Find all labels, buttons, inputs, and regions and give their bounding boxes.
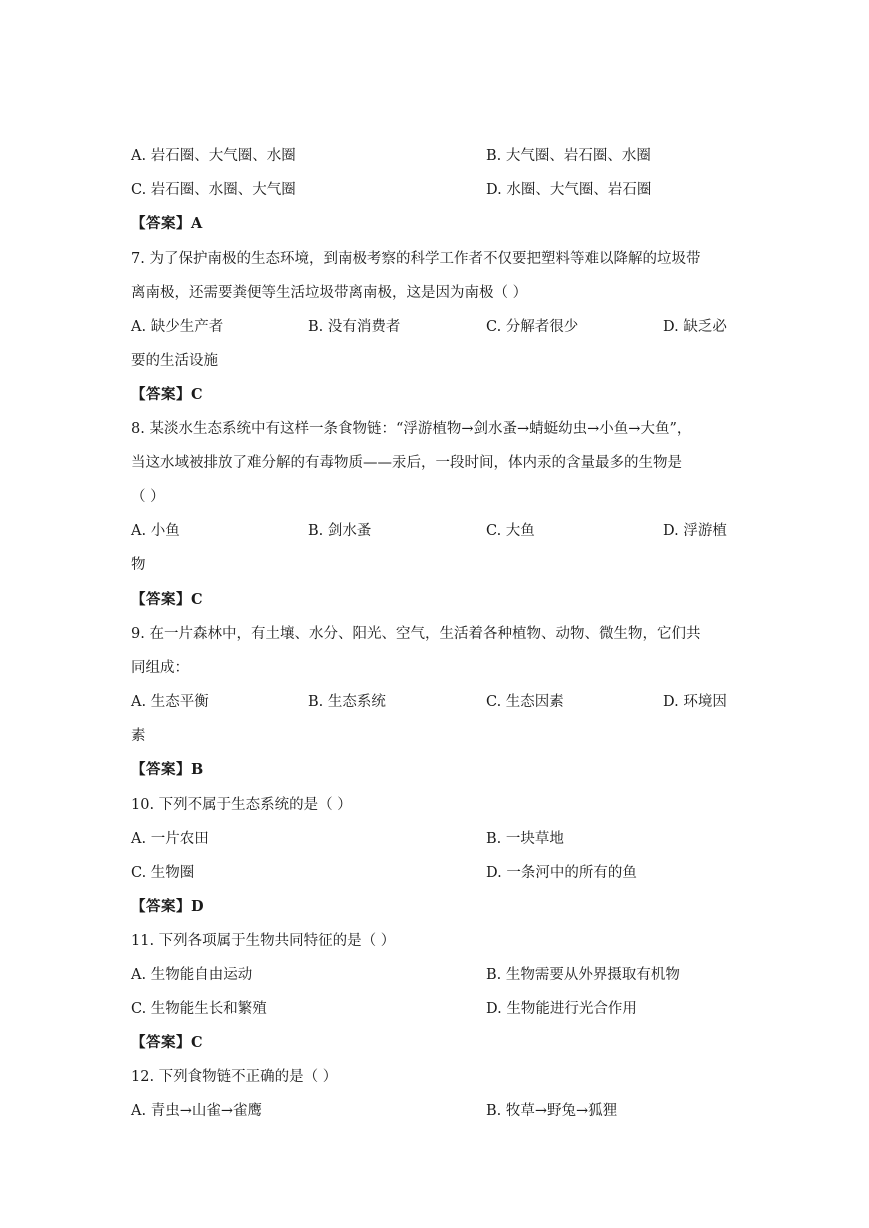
q10-option-c: C. 生物圈 <box>131 865 195 881</box>
q9-option-d: D. 环境因 <box>663 694 727 710</box>
q10-option-b: B. 一块草地 <box>486 831 564 847</box>
q8-stem-line2: 当这水域被排放了难分解的有毒物质——汞后，一段时间，体内汞的含量最多的生物是 <box>131 455 682 471</box>
q7-stem-line1: 7. 为了保护南极的生态环境，到南极考察的科学工作者不仅要把塑料等难以降解的垃圾带 <box>131 251 701 267</box>
q11-option-d: D. 生物能进行光合作用 <box>486 1001 637 1017</box>
q10-option-d: D. 一条河中的所有的鱼 <box>486 865 637 881</box>
q10-stem: 10. 下列不属于生态系统的是（ ） <box>131 797 352 813</box>
q8-option-c: C. 大鱼 <box>486 523 535 539</box>
q8-option-d: D. 浮游植 <box>663 523 727 539</box>
q9-option-a: A. 生态平衡 <box>131 694 209 710</box>
q8-stem-line3: （ ） <box>131 489 165 505</box>
q8-stem-line1: 8. 某淡水生态系统中有这样一条食物链：“浮游植物→剑水蚤→蜻蜓幼虫→小鱼→大鱼”， <box>131 421 692 437</box>
q7-option-d: D. 缺乏必 <box>663 319 727 335</box>
q7-stem-line2: 离南极，还需要粪便等生活垃圾带离南极，这是因为南极（ ） <box>131 285 528 301</box>
q9-option-d-continued: 素 <box>131 728 146 744</box>
q8-option-d-continued: 物 <box>131 557 146 573</box>
q6-option-c: C. 岩石圈、水圈、大气圈 <box>131 182 296 198</box>
q7-option-a: A. 缺少生产者 <box>131 319 224 335</box>
q9-stem-line1: 9. 在一片森林中，有土壤、水分、阳光、空气，生活着各种植物、动物、微生物，它们共 <box>131 626 701 642</box>
q6-option-a: A. 岩石圈、大气圈、水圈 <box>131 148 296 164</box>
q11-option-c: C. 生物能生长和繁殖 <box>131 1001 267 1017</box>
q7-option-c: C. 分解者很少 <box>486 319 579 335</box>
q8-option-b: B. 剑水蚤 <box>308 523 372 539</box>
q9-option-b: B. 生态系统 <box>308 694 386 710</box>
q6-answer: 【答案】A <box>131 215 203 232</box>
q8-option-a: A. 小鱼 <box>131 523 180 539</box>
q9-stem-line2: 同组成： <box>131 660 189 676</box>
q6-option-b: B. 大气圈、岩石圈、水圈 <box>486 148 651 164</box>
q7-answer: 【答案】C <box>131 386 204 403</box>
q10-answer: 【答案】D <box>131 898 205 915</box>
q6-option-d: D. 水圈、大气圈、岩石圈 <box>486 182 652 198</box>
q11-answer: 【答案】C <box>131 1034 204 1051</box>
q12-option-a: A. 青虫→山雀→雀鹰 <box>131 1103 262 1119</box>
q7-option-b: B. 没有消费者 <box>308 319 401 335</box>
q10-option-a: A. 一片农田 <box>131 831 209 847</box>
q11-option-a: A. 生物能自由运动 <box>131 967 253 983</box>
q8-answer: 【答案】C <box>131 591 204 608</box>
q11-option-b: B. 生物需要从外界摄取有机物 <box>486 967 680 983</box>
q7-option-d-continued: 要的生活设施 <box>131 353 218 369</box>
q9-option-c: C. 生态因素 <box>486 694 564 710</box>
q12-stem: 12. 下列食物链不正确的是（ ） <box>131 1069 338 1085</box>
q11-stem: 11. 下列各项属于生物共同特征的是（ ） <box>131 933 396 949</box>
q12-option-b: B. 牧草→野兔→狐狸 <box>486 1103 618 1119</box>
q9-answer: 【答案】B <box>131 761 204 778</box>
